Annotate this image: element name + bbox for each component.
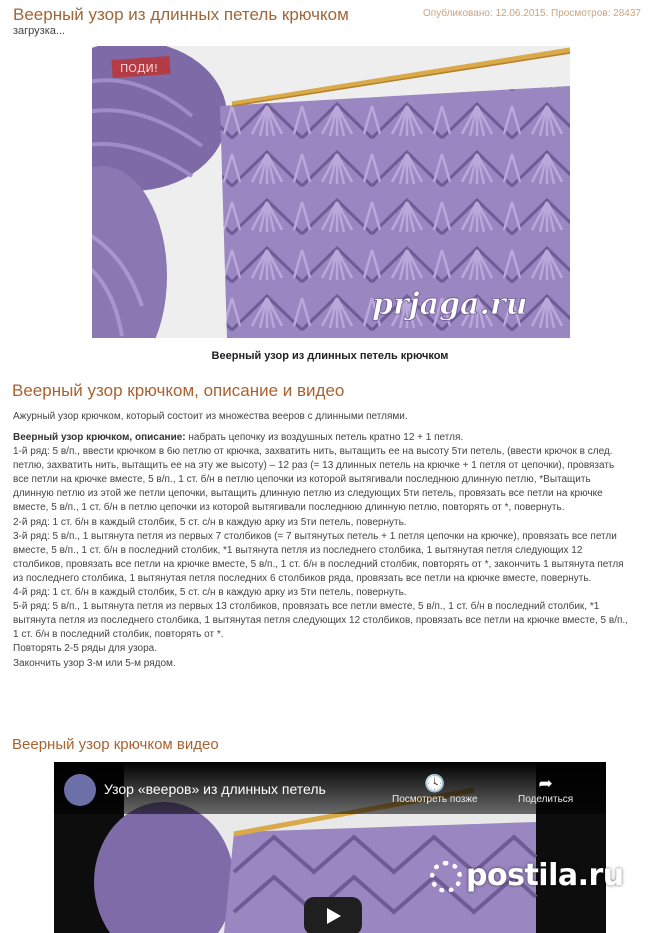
share-label: Поделиться	[518, 794, 574, 805]
watch-later-label: Посмотреть позже	[392, 794, 478, 805]
share-icon: ➦	[538, 774, 553, 793]
row-3: 3-й ряд: 5 в/п., 1 вытянута петля из первых 7 столбиков (= 7 вытянутых петель + 1 петля цепочки на крючке), провязать все петли вместе, 5 в/п., 1 ст. б/н в последний столбик, *1 вытянута петля из последнего столбика, 1 вытянутая петля следующих 12 столбиков, провязать все петли на крючке вместе, 5 в/п., 1 ст. б/н в последний столбик, повторять от *, закончить 1 вытянута петля из последнего столбика, 1 вытянутая петля последних 6 столбиков ряда, провязать все петли на крючке вместе, повернуть.	[13, 530, 624, 584]
finish-note: Закончить узор 3-м или 5-м рядом.	[13, 657, 176, 669]
photo-watermark: prjaga.ru	[372, 287, 528, 322]
section-heading: Веерный узор крючком, описание и видео	[12, 381, 345, 400]
loading-text: загрузка...	[13, 25, 66, 37]
row-5: 5-й ряд: 5 в/п., 1 вытянута петля из первых 13 столбиков, провязать все петли вместе, 5 в/п., 1 ст. б/н в последний столбик, *1 вытянута петля из последнего столбика, 1 вытянутая петля следующих 12 столбиков, провязать все петли на крючке вместе, 5 в/п., 1 ст. б/н в последний столбик, повторять от *.	[13, 601, 628, 641]
yarn-tag-text: ПОДИ!	[120, 62, 159, 75]
play-button[interactable]	[304, 897, 362, 933]
pattern-description	[13, 431, 628, 671]
crochet-photo-illustration	[92, 46, 570, 338]
video-heading: Веерный узор крючком видео	[12, 736, 219, 753]
photo-caption: Веерный узор из длинных петель крючком	[211, 350, 449, 362]
flower-icon	[430, 861, 462, 893]
share-button[interactable]	[518, 774, 573, 805]
row-1: 1-й ряд: 5 в/п., ввести крючком в 6ю петлю от крючка, захватить нить, вытащить ее на высоту 5ти петель, (ввести крючок в след. петлю, захватить нить, вытащить ее на эту же высоту) – 12 раз (= 13 длинных петель на крючке + 1 петля от цепочки), провязать все петли на крючке вместе, 5 в/п., 1 ст. б/н в петлю цепочки из которой вытягивали последнюю длинную петлю, *Вытащить длинную петлю из этой же петли цепочки, вытащить длинную петлю из следующих 5ти петель, провязать все петли на крючке вместе, 5 в/п., 1 ст. б/н в петлю цепочки из которой вытягивали последнюю длинную петлю, повторять от *, повернуть.	[13, 446, 615, 514]
description-label: Веерный узор крючком, описание:	[13, 432, 186, 443]
video-title[interactable]: Узор «вееров» из длинных петель	[104, 781, 326, 797]
row-4: 4-й ряд: 1 ст. б/н в каждый столбик, 5 ст. с/н в каждую арку из 5ти петель, повернуть.	[13, 587, 407, 599]
channel-avatar[interactable]	[64, 774, 96, 806]
watch-later-button[interactable]	[392, 774, 478, 805]
video-player[interactable]	[54, 762, 606, 933]
pattern-photo[interactable]	[92, 46, 570, 338]
repeat-note: Повторять 2-5 ряды для узора.	[13, 643, 157, 655]
page-title[interactable]: Веерный узор из длинных петель крючком	[13, 5, 349, 24]
intro-text: Ажурный узор крючком, который состоит из множества вееров с длинными петлями.	[13, 411, 408, 422]
description-lead: Веерный узор крючком, описание: набрать цепочку из воздушных петель кратно 12 + 1 петля.	[13, 432, 464, 443]
site-watermark: postila.ru	[430, 858, 624, 893]
clock-icon: 🕓	[424, 774, 446, 793]
publish-meta: Опубликовано: 12.06.2015. Просмотров: 28437	[423, 8, 641, 19]
row-2: 2-й ряд: 1 ст. б/н в каждый столбик, 5 ст. с/н в каждую арку из 5ти петель, повернуть.	[13, 516, 407, 528]
